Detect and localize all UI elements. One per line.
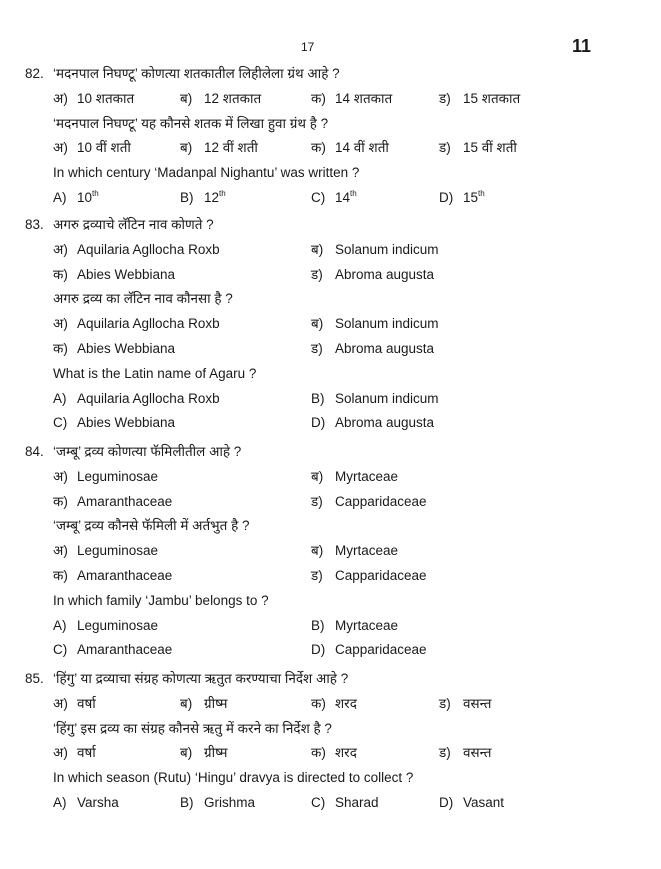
option-a[interactable]: अ) वर्षा (53, 695, 96, 711)
question-84 (25, 440, 645, 663)
option-b[interactable]: ब) ग्रीष्म (180, 695, 228, 711)
option-b[interactable]: B) Solanum indicum (311, 390, 439, 406)
question-text-hindi: अगरु द्रव्य का लॅटिन नाव कौनसा है ? (53, 291, 233, 307)
option-c[interactable]: क) Amaranthaceae (53, 567, 173, 583)
page-number: 17 (301, 40, 315, 54)
option-c[interactable]: क) Abies Webbiana (53, 340, 176, 356)
option-b[interactable]: ब) 12 शतकात (180, 90, 262, 106)
option-c[interactable]: C) Abies Webbiana (53, 415, 176, 431)
option-d[interactable]: ड) वसन्त (439, 745, 492, 761)
option-a[interactable]: A) Varsha (53, 794, 119, 810)
option-a[interactable]: अ) Aquilaria Agllocha Roxb (53, 316, 220, 332)
booklet-code: 11 (572, 36, 592, 56)
question-83 (25, 213, 645, 436)
question-number: 84. (25, 444, 44, 459)
question-text-marathi: अगरु द्रव्याचे लॅटिन नाव कोणते ? (53, 217, 214, 232)
option-c[interactable]: क) Amaranthaceae (53, 493, 173, 509)
option-c[interactable]: क) Abies Webbiana (53, 266, 176, 282)
option-c[interactable]: क) शरद (311, 695, 357, 711)
option-c[interactable]: क) 14 शतकात (311, 90, 393, 106)
option-a[interactable]: अ) Leguminosae (53, 543, 159, 559)
question-text-english: In which family ‘Jambu’ belongs to ? (53, 592, 269, 608)
option-d[interactable]: ड) Abroma augusta (311, 340, 435, 356)
option-b[interactable]: ब) ग्रीष्म (180, 745, 228, 761)
option-b[interactable]: ब) Solanum indicum (311, 316, 439, 332)
question-text-marathi: ‘मदनपाल निघण्टू’ कोणत्या शतकातील लिहीलेला ग्रंथ आहे ? (53, 66, 340, 81)
option-a[interactable]: अ) Aquilaria Agllocha Roxb (53, 241, 220, 257)
question-number: 85. (25, 671, 44, 686)
question-text-marathi: ‘जम्बू’ द्रव्य कोणत्या फॅमिलीतील आहे ? (53, 444, 242, 459)
option-b[interactable]: ब) 12 वीं शती (180, 140, 258, 156)
option-b[interactable]: ब) Myrtaceae (311, 468, 399, 484)
option-c[interactable]: C) 14th (311, 188, 357, 205)
option-b[interactable]: B) Grishma (180, 794, 256, 810)
option-d[interactable]: D) 15th (439, 188, 485, 205)
option-a[interactable]: अ) 10 वीं शती (53, 140, 131, 156)
option-b[interactable]: ब) Myrtaceae (311, 543, 399, 559)
option-a[interactable]: अ) Leguminosae (53, 468, 159, 484)
option-d[interactable]: ड) 15 शतकात (439, 90, 521, 106)
option-b[interactable]: ब) Solanum indicum (311, 241, 439, 257)
question-number: 82. (25, 66, 44, 81)
option-a[interactable]: अ) 10 शतकात (53, 90, 135, 106)
question-text-english: In which century ‘Madanpal Nighantu’ was written ? (53, 165, 360, 181)
option-d[interactable]: ड) Capparidaceae (311, 493, 427, 509)
option-a[interactable]: A) Leguminosae (53, 617, 159, 633)
question-number: 83. (25, 217, 44, 232)
option-d[interactable]: D) Capparidaceae (311, 642, 427, 658)
option-d[interactable]: ड) वसन्त (439, 695, 492, 711)
option-d[interactable]: ड) Capparidaceae (311, 567, 427, 583)
question-text-hindi: ‘मदनपाल निघण्टू’ यह कौनसे शतक में लिखा हुवा ग्रंथ है ? (53, 115, 329, 131)
option-b[interactable]: B) Myrtaceae (311, 617, 399, 633)
option-c[interactable]: क) 14 वीं शती (311, 140, 389, 156)
question-82 (25, 62, 645, 211)
option-c[interactable]: क) शरद (311, 745, 357, 761)
question-text-english: In which season (Rutu) ‘Hingu’ dravya is directed to collect ? (53, 770, 414, 786)
question-text-marathi: ‘हिंगु’ या द्रव्याचा संग्रह कोणत्या ऋतुत करण्याचा निर्देश आहे ? (53, 671, 349, 686)
question-text-hindi: ‘जम्बू’ द्रव्य कौनसे फॅमिली में अर्तभुत है ? (53, 518, 250, 534)
option-b[interactable]: B) 12th (180, 188, 226, 205)
option-d[interactable]: D) Vasant (439, 794, 505, 810)
option-c[interactable]: C) Sharad (311, 794, 379, 810)
question-text-hindi: ‘हिंगु’ इस द्रव्य का संग्रह कौनसे ऋतु में करने का निर्देश है ? (53, 720, 332, 736)
question-85 (25, 667, 645, 816)
option-d[interactable]: ड) 15 वीं शती (439, 140, 517, 156)
option-c[interactable]: C) Amaranthaceae (53, 642, 173, 658)
option-a[interactable]: A) Aquilaria Agllocha Roxb (53, 390, 220, 406)
question-text-english: What is the Latin name of Agaru ? (53, 365, 257, 381)
option-d[interactable]: ड) Abroma augusta (311, 266, 435, 282)
option-a[interactable]: A) 10th (53, 188, 99, 205)
option-a[interactable]: अ) वर्षा (53, 745, 96, 761)
option-d[interactable]: D) Abroma augusta (311, 415, 435, 431)
